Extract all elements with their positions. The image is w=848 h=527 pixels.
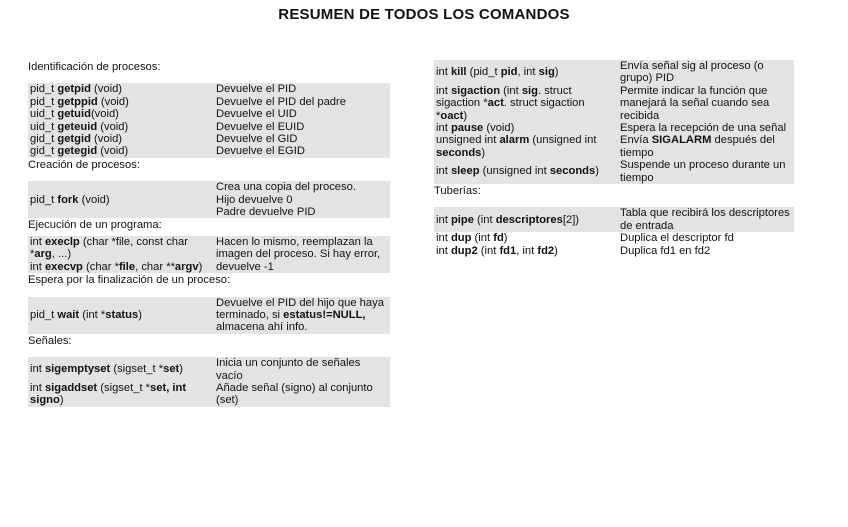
description-cell: Envía SIGALARM después del tiempo bbox=[618, 134, 794, 159]
description-cell: Devuelve el EUID bbox=[214, 121, 390, 133]
signature-cell: gid_t getgid (void) bbox=[28, 133, 214, 145]
description-cell: Duplica fd1 en fd2 bbox=[620, 244, 711, 257]
description-cell: Duplica el descriptor fd bbox=[620, 232, 734, 245]
section-heading-identificacion: Identificación de procesos: bbox=[28, 61, 161, 73]
table-creacion bbox=[28, 181, 390, 218]
table-row bbox=[28, 108, 390, 120]
signature-cell: gid_t getegid (void) bbox=[28, 145, 214, 157]
signature-cell: pid_t wait (int *status) bbox=[28, 297, 214, 334]
table-identificacion bbox=[28, 83, 390, 157]
signature-cell: pid_t fork (void) bbox=[28, 181, 214, 218]
right-column bbox=[434, 60, 794, 257]
table-row bbox=[28, 121, 390, 133]
table-row bbox=[434, 159, 794, 184]
table-row bbox=[28, 145, 390, 157]
table-row bbox=[434, 207, 794, 232]
table-row bbox=[28, 357, 390, 382]
table-tuberias bbox=[434, 207, 794, 257]
signature-cell: int sigaction (int sig. struct sigaction *act. struct sigaction *oact) bbox=[434, 85, 618, 122]
signature-cell: unsigned int alarm (unsigned int seconds) bbox=[434, 134, 618, 159]
section-heading-senales: Señales: bbox=[28, 334, 72, 347]
section-heading-tuberias: Tuberías: bbox=[434, 185, 481, 198]
description-cell: Espera la recepción de una señal bbox=[618, 122, 794, 134]
description-cell: Añade señal (signo) al conjunto (set) bbox=[214, 382, 390, 407]
table-ejecucion bbox=[28, 236, 390, 273]
signature-cell: int sleep (unsigned int seconds) bbox=[434, 159, 618, 184]
description-cell: Devuelve el EGID bbox=[214, 145, 390, 157]
table-row bbox=[434, 134, 794, 159]
description-cell: Devuelve el PID bbox=[214, 83, 390, 95]
table-row bbox=[28, 83, 390, 95]
description-cell: Envía señal sig al proceso (o grupo) PID bbox=[618, 60, 794, 85]
section-heading-creacion: Creación de procesos: bbox=[28, 158, 140, 171]
description-cell: Hacen lo mismo, reemplazan la imagen del proceso. Si hay error, devuelve -1 bbox=[214, 236, 390, 273]
description-cell: Inicia un conjunto de señales vacío bbox=[214, 357, 390, 382]
signature-cell: int dup2 (int fd1, int fd2) bbox=[436, 244, 558, 257]
page-title: RESUMEN DE TODOS LOS COMANDOS bbox=[278, 6, 570, 23]
table-row bbox=[434, 85, 794, 122]
section-heading-ejecucion: Ejecución de un programa: bbox=[28, 219, 162, 232]
signature-cell: int pause (void) bbox=[434, 122, 618, 134]
signature-cell: pid_t getppid (void) bbox=[28, 96, 214, 108]
signature-cell: int sigemptyset (sigset_t *set) bbox=[28, 357, 214, 382]
table-row bbox=[434, 122, 794, 134]
left-column bbox=[28, 60, 390, 407]
description-cell: Tabla que recibirá los descriptores de entrada bbox=[618, 207, 794, 232]
table-espera bbox=[28, 297, 390, 334]
table-row bbox=[28, 236, 390, 261]
signature-cell: int pipe (int descriptores[2]) bbox=[434, 207, 618, 232]
signature-cell: int execvp (char *file, char **argv) bbox=[28, 261, 214, 273]
description-cell: Devuelve el PID del padre bbox=[214, 96, 390, 108]
table-row bbox=[28, 297, 390, 334]
table-senales-2 bbox=[434, 60, 794, 184]
section-heading-espera: Espera por la finalización de un proceso: bbox=[28, 274, 231, 287]
signature-cell: pid_t getpid (void) bbox=[28, 83, 214, 95]
table-row bbox=[28, 96, 390, 108]
description-cell: Devuelve el GID bbox=[214, 133, 390, 145]
table-row bbox=[28, 133, 390, 145]
table-row bbox=[434, 245, 794, 257]
signature-cell: uid_t getuid(void) bbox=[28, 108, 214, 120]
signature-cell: int sigaddset (sigset_t *set, int signo) bbox=[28, 382, 214, 407]
table-row bbox=[434, 232, 794, 244]
table-row bbox=[28, 181, 390, 218]
table-senales bbox=[28, 357, 390, 407]
table-row bbox=[434, 60, 794, 85]
signature-cell: int kill (pid_t pid, int sig) bbox=[434, 60, 618, 85]
table-row bbox=[28, 382, 390, 407]
description-cell: Crea una copia del proceso. Hijo devuelve 0 Padre devuelve PID bbox=[214, 181, 390, 218]
description-cell: Devuelve el UID bbox=[214, 108, 390, 120]
signature-cell: int dup (int fd) bbox=[436, 232, 508, 245]
description-cell: Devuelve el PID del hijo que haya terminado, si estatus!=NULL, almacena ahí info. bbox=[214, 297, 390, 334]
signature-cell: uid_t geteuid (void) bbox=[28, 121, 214, 133]
signature-cell: int execlp (char *file, const char *arg, ...) bbox=[28, 236, 214, 261]
description-cell: Permite indicar la función que manejará la señal cuando sea recibida bbox=[618, 85, 794, 122]
description-cell: Suspende un proceso durante un tiempo bbox=[618, 159, 794, 184]
